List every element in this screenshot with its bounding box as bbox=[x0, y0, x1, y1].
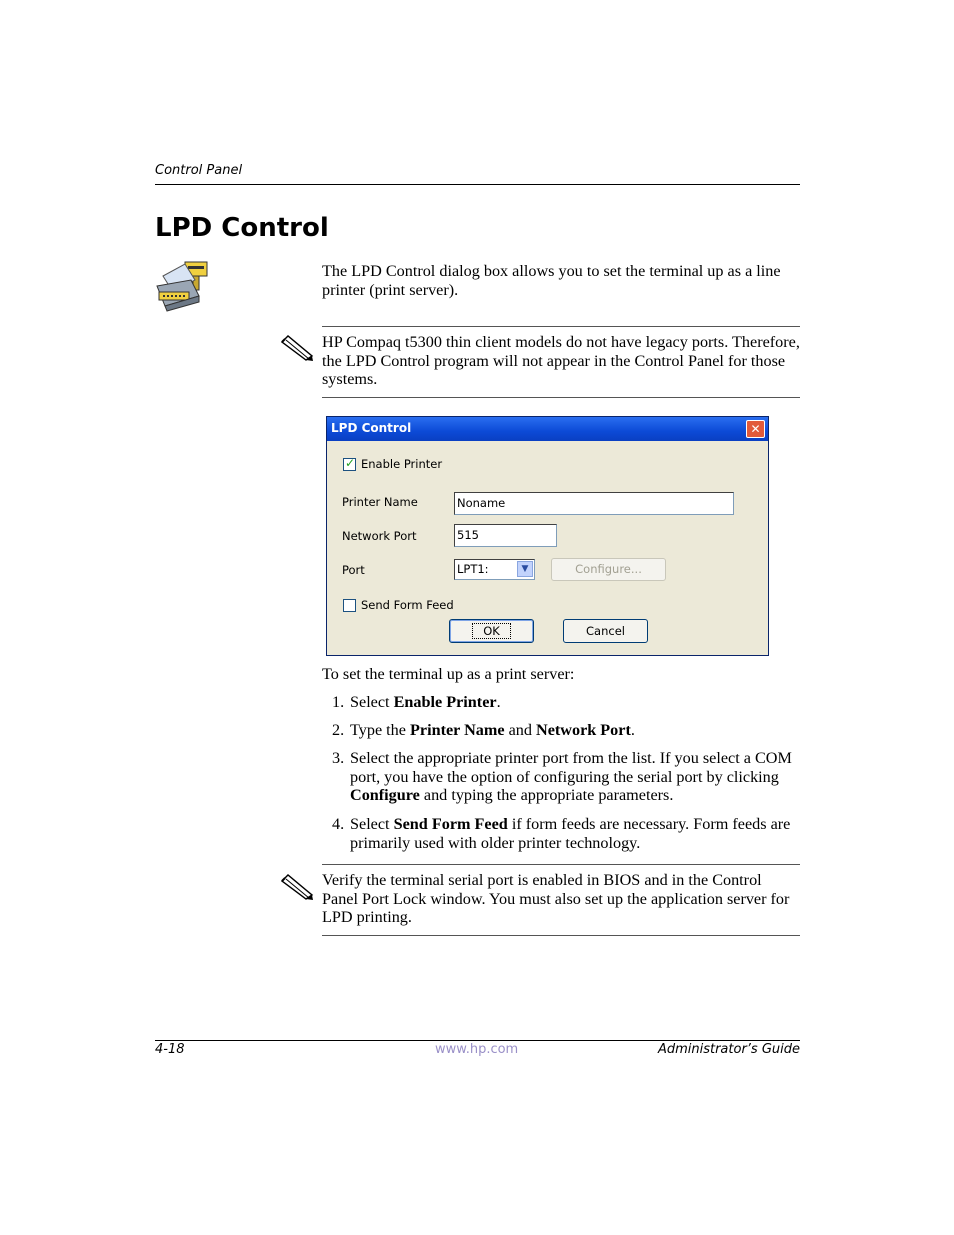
step-item: 2. Type the Printer Name and Network Port. bbox=[332, 721, 635, 739]
checkmark-icon: ✓ bbox=[345, 456, 356, 470]
step-item: 4. Select Send Form Feed if form feeds are necessary. Form feeds are primarily used with older printer technology. bbox=[332, 815, 791, 852]
close-button[interactable]: ✕ bbox=[746, 420, 765, 438]
port-select-value: LPT1: bbox=[457, 562, 489, 576]
step-number: 1. bbox=[332, 693, 345, 711]
send-form-feed-label[interactable]: Send Form Feed bbox=[361, 598, 454, 612]
step-bold-term: Network Port bbox=[536, 721, 631, 739]
step-number: 3. bbox=[332, 749, 345, 767]
enable-printer-label[interactable]: Enable Printer bbox=[361, 457, 443, 471]
lpd-control-dialog bbox=[326, 416, 769, 656]
step-number: 2. bbox=[332, 721, 345, 739]
dialog-title: LPD Control bbox=[331, 421, 412, 435]
network-port-label: Network Port bbox=[342, 529, 417, 543]
step-number: 4. bbox=[332, 815, 345, 833]
step-bold-term: Enable Printer bbox=[393, 693, 497, 711]
send-form-feed-checkbox[interactable] bbox=[343, 599, 356, 612]
printer-name-label: Printer Name bbox=[342, 495, 418, 509]
cancel-button[interactable]: Cancel bbox=[563, 619, 648, 643]
page-title: LPD Control bbox=[155, 213, 329, 243]
printer-name-input[interactable]: Noname bbox=[454, 492, 734, 515]
steps-intro: To set the terminal up as a print server: bbox=[322, 665, 575, 683]
dialog-titlebar[interactable] bbox=[327, 417, 768, 441]
footer-url[interactable]: www.hp.com bbox=[435, 1042, 519, 1057]
page-number: 4-18 bbox=[155, 1042, 185, 1057]
ok-button[interactable] bbox=[449, 619, 534, 643]
footer-rule bbox=[155, 1040, 800, 1041]
port-label: Port bbox=[342, 563, 365, 577]
network-port-input[interactable]: 515 bbox=[454, 524, 557, 547]
enable-printer-checkbox[interactable] bbox=[343, 458, 356, 471]
configure-button[interactable]: Configure... bbox=[551, 558, 666, 581]
note-box bbox=[322, 326, 800, 398]
note-pencil-icon bbox=[278, 334, 314, 362]
step-bold-term: Configure bbox=[350, 786, 420, 804]
note-box bbox=[322, 864, 800, 936]
running-header: Control Panel bbox=[155, 163, 243, 178]
step-item: 3. Select the appropriate printer port from the list. If you select a COM port, you have the option of configuring the serial port by clicking Configure and typing the appropriate parameters. bbox=[332, 749, 792, 804]
step-item: 1. Select Enable Printer. bbox=[332, 693, 501, 711]
note-pencil-icon bbox=[278, 873, 314, 901]
step-bold-term: Send Form Feed bbox=[393, 815, 508, 833]
header-rule bbox=[155, 184, 800, 185]
ok-button-label: OK bbox=[472, 623, 511, 639]
intro-paragraph: The LPD Control dialog box allows you to set the terminal up as a line printer (print server). bbox=[322, 262, 781, 299]
note-text: HP Compaq t5300 thin client models do not have legacy ports. Therefore, the LPD Control program will not appear in the Control Panel for those systems. bbox=[322, 333, 800, 388]
port-select[interactable] bbox=[454, 559, 535, 580]
footer-guide-title: Administrator’s Guide bbox=[657, 1042, 800, 1057]
step-bold-term: Printer Name bbox=[410, 721, 505, 739]
printer-icon bbox=[155, 258, 211, 312]
note-text: Verify the terminal serial port is enabled in BIOS and in the Control Panel Port Lock window. You must also set up the application server for LPD printing. bbox=[322, 871, 790, 926]
chevron-down-icon[interactable]: ▼ bbox=[517, 561, 533, 577]
